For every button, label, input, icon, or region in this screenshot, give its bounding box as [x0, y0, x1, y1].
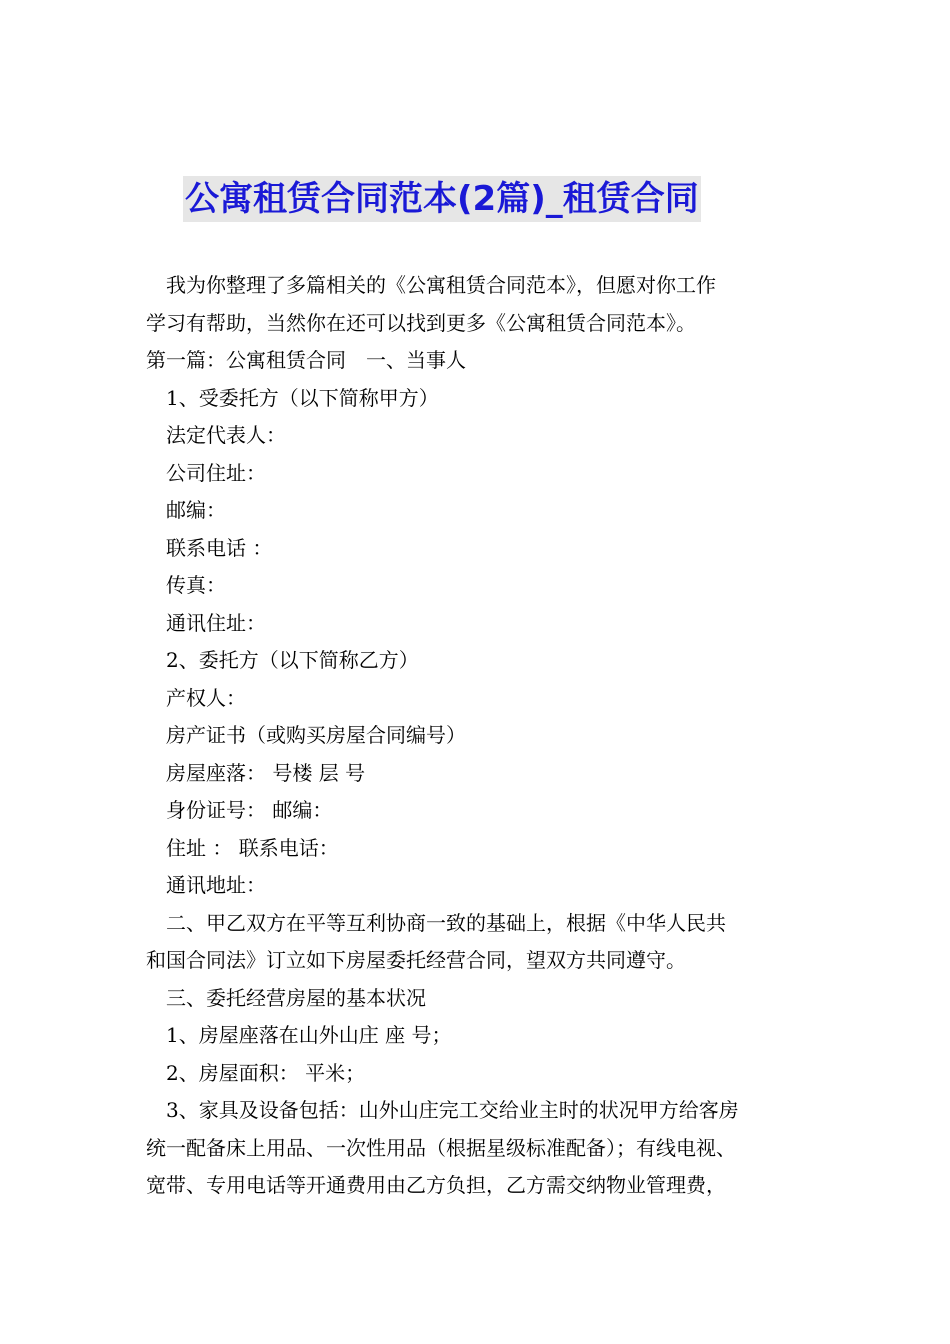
paragraph-line: 统一配备床上用品、一次性用品（根据星级标准配备）；有线电视、: [146, 1135, 736, 1160]
paragraph-line: 宽带、专用电话等开通费用由乙方负担，乙方需交纳物业管理费，: [146, 1173, 726, 1197]
paragraph-line: 二、甲乙双方在平等互利协商一致的基础上，根据《中华人民共: [166, 910, 726, 935]
paragraph-line: 和国合同法》订立如下房屋委托经营合同，望双方共同遵守。: [146, 948, 686, 972]
paragraph-line: 学习有帮助，当然你在还可以找到更多《公寓租赁合同范本》。: [146, 310, 696, 335]
paragraph-line: 2、房屋面积： 平米；: [166, 1060, 366, 1085]
section-heading: 三、委托经营房屋的基本状况: [166, 985, 426, 1010]
form-field-label: 公司住址：: [166, 460, 266, 485]
paragraph-line: 1、房屋座落在山外山庄 座 号；: [166, 1023, 452, 1047]
paragraph-line: 我为你整理了多篇相关的《公寓租赁合同范本》，但愿对你工作: [166, 273, 716, 297]
form-field-label: 产权人：: [166, 685, 246, 710]
form-field-label: 房产证书（或购买房屋合同编号）: [166, 723, 466, 747]
document-body: [146, 267, 836, 1205]
form-field-label: 房屋座落： 号楼 层 号: [166, 760, 366, 785]
form-field-label: 邮编：: [166, 498, 226, 522]
form-field-label: 通讯住址：: [166, 610, 266, 635]
form-field-label: 通讯地址：: [166, 873, 266, 897]
form-field-label: 身份证号： 邮编：: [166, 798, 333, 822]
paragraph-line: 2、委托方（以下简称乙方）: [166, 648, 419, 672]
paragraph-line: 3、家具及设备包括：山外山庄完工交给业主时的状况甲方给客房: [166, 1098, 739, 1122]
paragraph-line: 1、受委托方（以下简称甲方）: [166, 385, 439, 410]
form-field-label: 传真：: [166, 573, 226, 597]
document-title: 公寓租赁合同范本(2篇)_租赁合同: [183, 176, 701, 222]
form-field-label: 联系电话 ：: [166, 535, 273, 560]
form-field-label: 住址 ： 联系电话：: [166, 835, 339, 860]
form-field-label: 法定代表人：: [166, 423, 286, 447]
section-heading: 第一篇：公寓租赁合同 一、当事人: [146, 348, 466, 372]
